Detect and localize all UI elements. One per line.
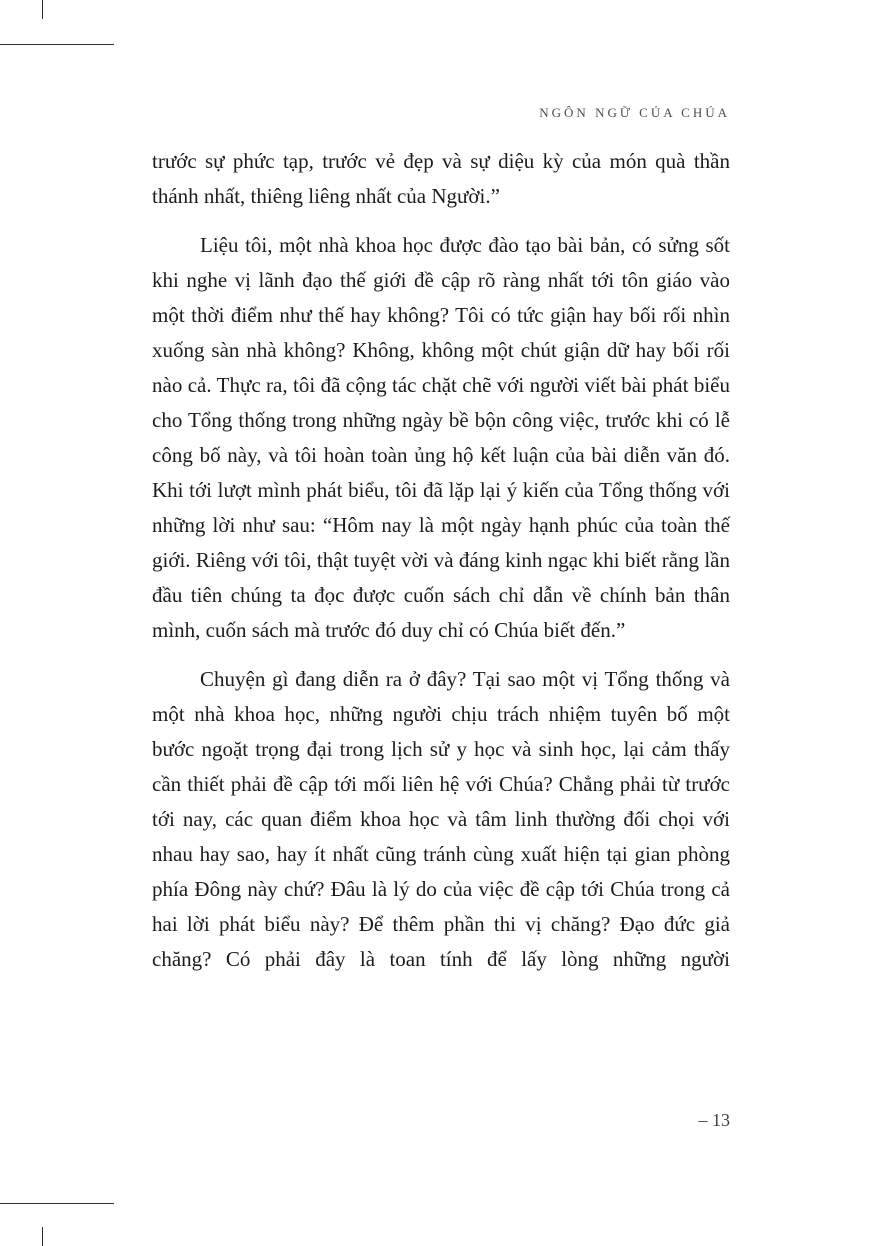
crop-mark-top-vertical: [42, 0, 43, 19]
paragraph: Liệu tôi, một nhà khoa học được đào tạo bài bản, có sửng sốt khi nghe vị lãnh đạo thế giới đề cập rõ ràng nhất tới tôn giáo vào một thời điểm như thế hay không? Tôi có tức giận hay bối rối nhìn xuống sàn nhà không? Không, không một chút giận dữ hay bối rối nào cả. Thực ra, tôi đã cộng tác chặt chẽ với người viết bài phát biểu cho Tổng thống trong những ngày bề bộn công việc, trước khi có lễ công bố này, và tôi hoàn toàn ủng hộ kết luận của bài diễn văn đó. Khi tới lượt mình phát biểu, tôi đã lặp lại ý kiến của Tổng thống với những lời như sau: “Hôm nay là một ngày hạnh phúc của toàn thế giới. Riêng với tôi, thật tuyệt vời và đáng kinh ngạc khi biết rằng lần đầu tiên chúng ta đọc được cuốn sách chỉ dẫn về chính bản thân mình, cuốn sách mà trước đó duy chỉ có Chúa biết đến.”: [152, 233, 730, 642]
paragraph: Chuyện gì đang diễn ra ở đây? Tại sao một vị Tổng thống và một nhà khoa học, những người chịu trách nhiệm tuyên bố một bước ngoặt trọng đại trong lịch sử y học và sinh học, lại cảm thấy cần thiết phải đề cập tới mối liên hệ với Chúa? Chẳng phải từ trước tới nay, các quan điểm khoa học và tâm linh thường đối chọi với nhau hay sao, hay ít nhất cũng tránh cùng xuất hiện tại gian phòng phía Đông này chứ? Đâu là lý do của việc đề cập tới Chúa trong cả hai lời phát biểu này? Để thêm phần thi vị chăng? Đạo đức giả chăng? Có phải đây là toan tính để lấy lòng những người: [152, 667, 730, 971]
crop-mark-top-horizontal: [0, 44, 114, 45]
running-header: NGÔN NGỮ CỦA CHÚA: [539, 105, 730, 120]
crop-mark-bottom-vertical: [42, 1227, 43, 1246]
paragraph-continuation: trước sự phức tạp, trước vẻ đẹp và sự diệu kỳ của món quà thần thánh nhất, thiêng liêng nhất của Người.”: [152, 149, 730, 208]
crop-mark-bottom-horizontal: [0, 1203, 114, 1204]
page-number: – 13: [698, 1110, 730, 1130]
page-body: [152, 144, 730, 977]
